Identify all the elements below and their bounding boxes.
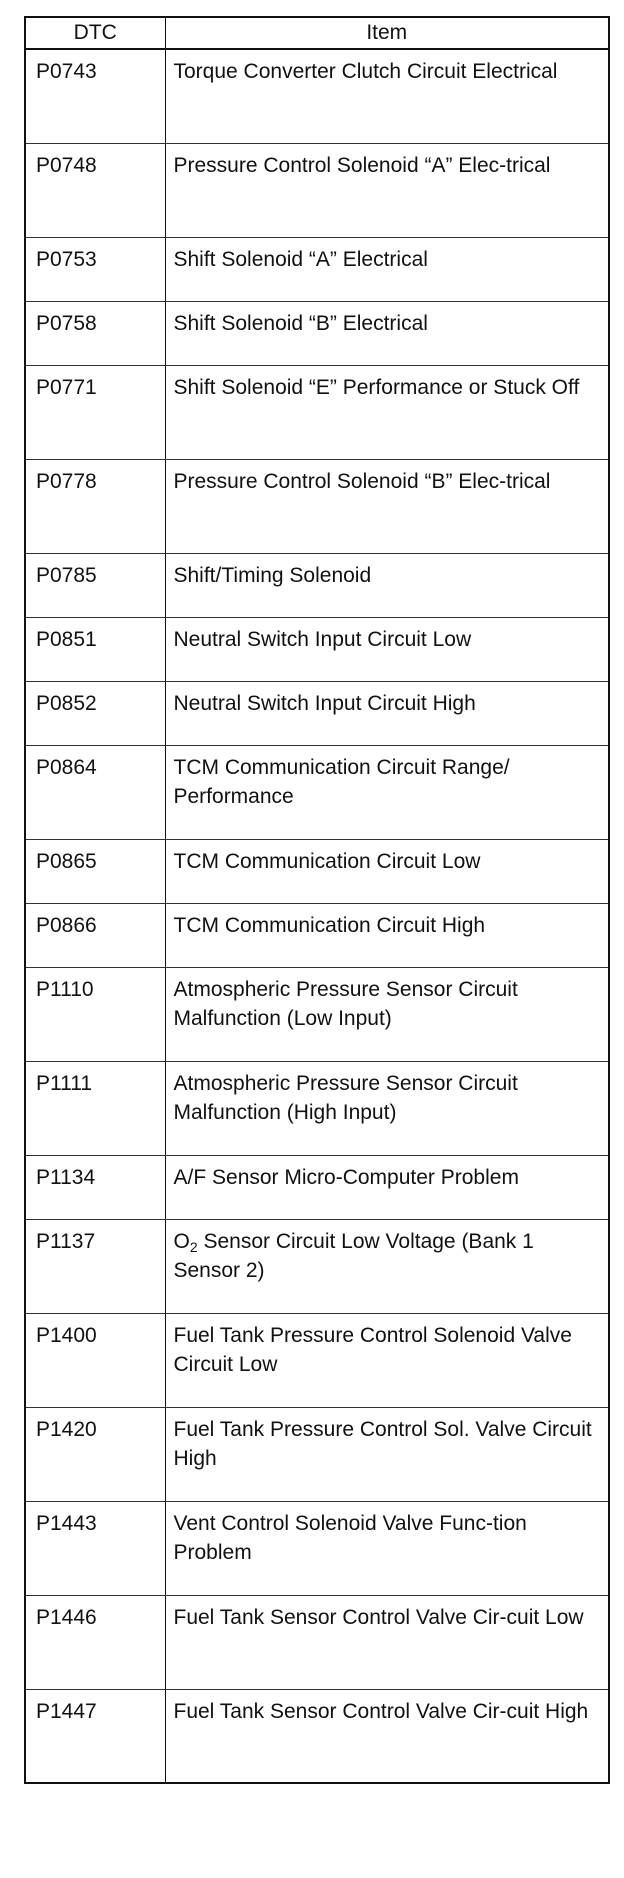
dtc-code: P0771 [25,365,165,459]
item-text-post: Sensor Circuit Low Voltage (Bank 1 Sensor 2) [173,1229,534,1282]
dtc-item: Shift/Timing Solenoid [165,553,609,617]
item-subscript: 2 [189,1238,198,1255]
dtc-item: A/F Sensor Micro-Computer Problem [165,1155,609,1219]
dtc-item: Atmospheric Pressure Sensor Circuit Malfunction (Low Input) [165,967,609,1061]
dtc-code: P0778 [25,459,165,553]
dtc-item: Neutral Switch Input Circuit Low [165,617,609,681]
table-row [25,903,609,967]
dtc-item: Neutral Switch Input Circuit High [165,681,609,745]
table-row [25,745,609,839]
dtc-code: P0864 [25,745,165,839]
dtc-code: P1443 [25,1501,165,1595]
table-row [25,553,609,617]
dtc-item: Pressure Control Solenoid “B” Elec-trical [165,459,609,553]
dtc-code: P1446 [25,1595,165,1689]
item-text-pre: O [173,1229,190,1253]
dtc-code: P0852 [25,681,165,745]
table-row [25,1407,609,1501]
dtc-code: P1111 [25,1061,165,1155]
dtc-code: P0785 [25,553,165,617]
dtc-code: P0748 [25,143,165,237]
dtc-code: P1420 [25,1407,165,1501]
table-row [25,1219,609,1313]
table-row [25,1061,609,1155]
dtc-item: Vent Control Solenoid Valve Func-tion Problem [165,1501,609,1595]
table-row [25,365,609,459]
dtc-code: P0753 [25,237,165,301]
dtc-item: Shift Solenoid “E” Performance or Stuck Off [165,365,609,459]
dtc-code: P1134 [25,1155,165,1219]
dtc-code: P1400 [25,1313,165,1407]
dtc-item: Pressure Control Solenoid “A” Elec-trical [165,143,609,237]
table-row [25,681,609,745]
dtc-item: Fuel Tank Sensor Control Valve Cir-cuit High [165,1689,609,1783]
dtc-code: P0851 [25,617,165,681]
dtc-item: TCM Communication Circuit Range/ Performance [165,745,609,839]
table-row [25,459,609,553]
table-row [25,1595,609,1689]
table-row [25,49,609,143]
dtc-item: Fuel Tank Sensor Control Valve Cir-cuit Low [165,1595,609,1689]
dtc-code: P1447 [25,1689,165,1783]
table-row [25,1313,609,1407]
item-header: Item [165,17,609,49]
table-row [25,1155,609,1219]
dtc-item: Torque Converter Clutch Circuit Electrical [165,49,609,143]
dtc-item: Shift Solenoid “B” Electrical [165,301,609,365]
table-row [25,143,609,237]
table-row [25,237,609,301]
header-row [25,17,609,49]
dtc-item: Shift Solenoid “A” Electrical [165,237,609,301]
table-row [25,1501,609,1595]
table-row [25,839,609,903]
table-row [25,967,609,1061]
dtc-item: TCM Communication Circuit High [165,903,609,967]
dtc-table [24,16,610,1784]
table-row [25,1689,609,1783]
dtc-item [165,1219,609,1313]
dtc-header: DTC [25,17,165,49]
dtc-code: P0865 [25,839,165,903]
dtc-item: TCM Communication Circuit Low [165,839,609,903]
dtc-code: P0743 [25,49,165,143]
dtc-code: P0866 [25,903,165,967]
dtc-item: Fuel Tank Pressure Control Sol. Valve Circuit High [165,1407,609,1501]
dtc-item: Atmospheric Pressure Sensor Circuit Malfunction (High Input) [165,1061,609,1155]
dtc-code: P1110 [25,967,165,1061]
table-row [25,301,609,365]
dtc-item: Fuel Tank Pressure Control Solenoid Valve Circuit Low [165,1313,609,1407]
dtc-code: P0758 [25,301,165,365]
table-row [25,617,609,681]
dtc-code: P1137 [25,1219,165,1313]
